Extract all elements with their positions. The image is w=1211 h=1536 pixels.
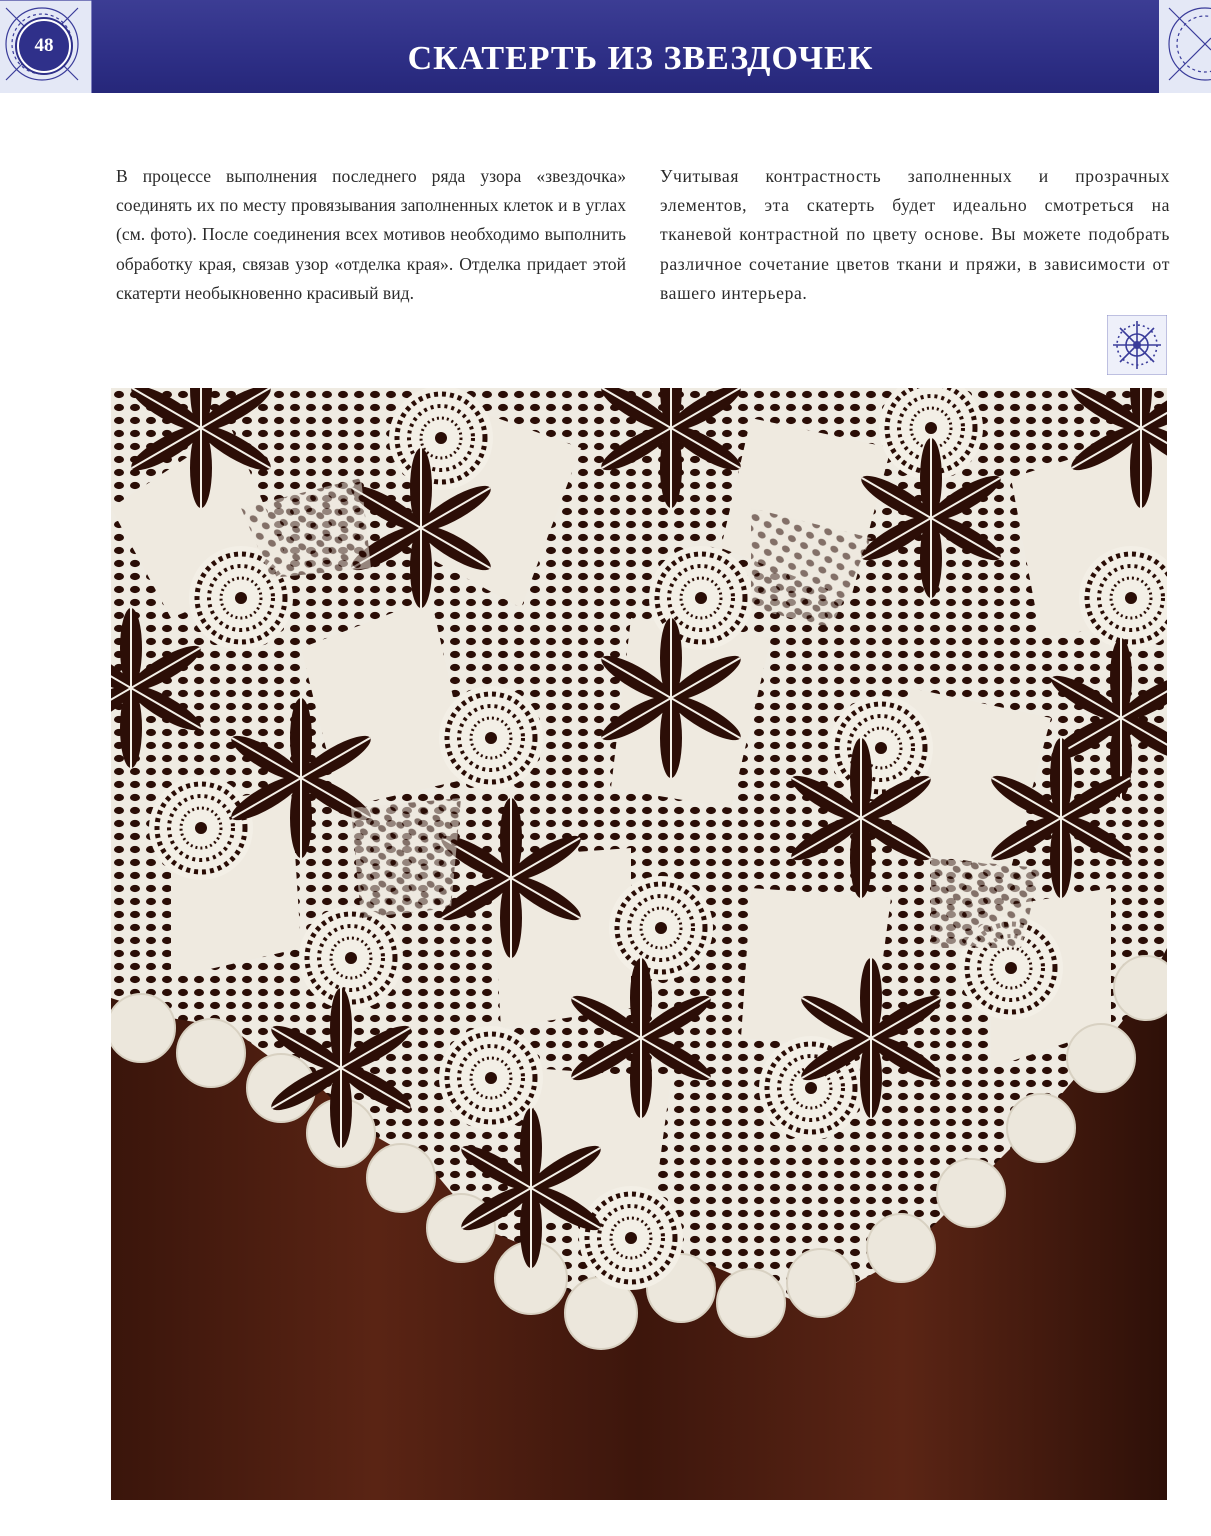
text-column-left: В процессе выполнения последнего ряда узора «звездочка» соединять их по месту провязывания заполненных клеток и в углах (см. фото). После соединения всех мотивов необходимо выполнить обработку края, связав узор «отделка края». Отделка придает этой скатерти необыкновенно красивый вид. [116,166,626,303]
text-column-right: Учитывая контрастность заполненных и прозрачных элементов, эта скатерть будет идеально смотреться на тканевой контрастной по цвету основе. Вы можете подобрать различное сочетание цветов ткани и пряжи, в зависимости от вашего интерьера. [660,166,1170,303]
page-number-badge: 48 [17,19,71,73]
lace-ornament-icon [1159,0,1211,93]
snowflake-motif-icon [1107,315,1167,375]
tablecloth-photo [111,388,1167,1500]
right-corner-ornament [1159,0,1211,93]
header-band [0,0,1211,93]
page-title: СКАТЕРТЬ ИЗ ЗВЕЗДОЧЕК [407,40,874,77]
